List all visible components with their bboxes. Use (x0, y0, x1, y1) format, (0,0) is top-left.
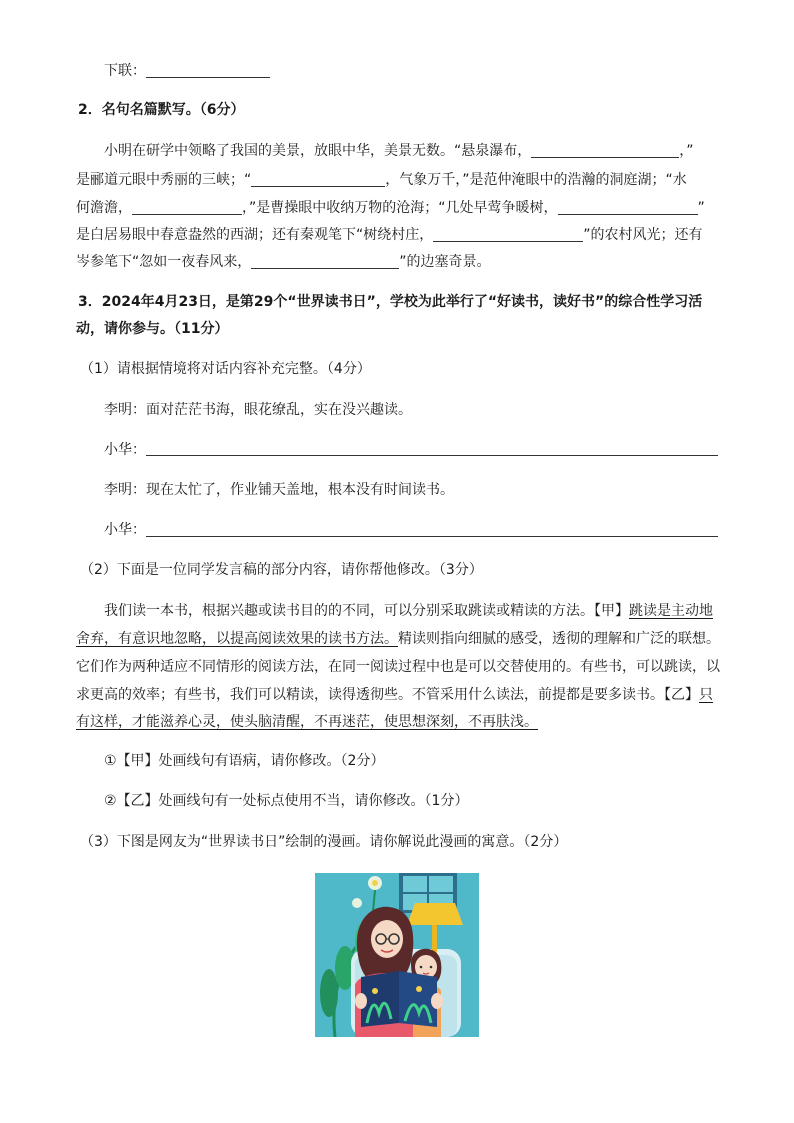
q2-line-4 (76, 227, 703, 242)
q2-text: 小明在研学中领略了我国的美景，放眼中华，美景无数。“悬泉瀑布， (104, 143, 532, 159)
q2-text: ，” (679, 143, 694, 159)
speech-line-5 (76, 715, 538, 729)
q2-text: ，”是曹操眼中收纳万物的沧海；“几处早莺争暖树， (242, 200, 558, 216)
question-3-heading-line-1: 3．2024年4月23日，是第29个“世界读书日”，学校为此举行了“好读书，读好书”的综合性学习活 (78, 294, 703, 310)
speech-line-3: 它们作为两种适应不同情形的阅读方法，在同一阅读过程中也是可以交替使用的。有些书，可以跳读，以 (76, 659, 720, 675)
answer-line-xiaohua-2[interactable] (146, 536, 718, 537)
couplet-label: 下联： (104, 63, 146, 79)
task-jia: ①【甲】处画线句有语病，请你修改。（2分） (104, 753, 385, 769)
underlined-sentence-jia: 舍弃，有意识地忽略，以提高阅读效果的读书方法。 (76, 631, 398, 647)
speech-text: 我们读一本书，根据兴趣或读书目的的不同，可以分别采取跳读或精读的方法。【甲】 (104, 603, 629, 619)
sub-question-3-label: （3）下图是网友为“世界读书日”绘制的漫画。请你解说此漫画的寓意。（2分） (80, 834, 568, 850)
dialogue-liming-1: 李明：面对茫茫书海，眼花缭乱，实在没兴趣读。 (104, 402, 412, 418)
q2-line-5 (76, 254, 491, 269)
answer-blank[interactable] (146, 63, 270, 78)
underlined-sentence-yi: 有这样，才能滋养心灵，使头脑清醒，不再迷茫，使思想深刻，不再肤浅。 (76, 714, 538, 730)
answer-blank[interactable] (251, 172, 385, 187)
answer-blank[interactable] (251, 254, 399, 269)
q2-line-1 (104, 143, 694, 158)
q2-text: 是白居易眼中春意盎然的西湖；还有秦观笔下“树绕村庄， (76, 227, 434, 243)
dialogue-xiaohua-2-label: 小华： (104, 522, 146, 538)
q2-text: 岑参笔下“忽如一夜春风来， (76, 254, 252, 270)
q2-line-2 (76, 172, 687, 187)
dialogue-liming-2: 李明：现在太忙了，作业铺天盖地，根本没有时间读书。 (104, 482, 454, 498)
sub-question-2-label: （2）下面是一位同学发言稿的部分内容，请你帮他修改。（3分） (80, 562, 483, 578)
q2-text: 是郦道元眼中秀丽的三峡；“ (76, 172, 252, 188)
q2-text: ”的农村风光；还有 (583, 227, 703, 243)
q2-text: ，气象万千，”是范仲淹眼中的浩瀚的洞庭湖；“水 (385, 172, 687, 188)
answer-blank[interactable] (558, 200, 698, 215)
answer-blank[interactable] (433, 227, 583, 242)
task-yi: ②【乙】处画线句有一处标点使用不当，请你修改。（1分） (104, 793, 469, 809)
underlined-sentence-jia: 跳读是主动地 (629, 603, 713, 619)
speech-text: 精读则指向细腻的感受，透彻的理解和广泛的联想。 (398, 631, 720, 647)
q2-line-3 (76, 200, 705, 215)
question-3-heading-line-2: 动，请你参与。（11分） (76, 321, 229, 337)
speech-line-4 (76, 688, 713, 702)
answer-blank[interactable] (531, 143, 679, 158)
reading-comic-illustration (315, 873, 479, 1037)
speech-line-2 (76, 632, 720, 646)
underlined-sentence-yi: 只 (699, 687, 713, 703)
dialogue-xiaohua-1-label: 小华： (104, 442, 146, 458)
q2-text: ”的边塞奇景。 (399, 254, 491, 270)
question-2-heading: 2．名句名篇默写。（6分） (78, 102, 245, 118)
answer-blank[interactable] (132, 200, 242, 215)
couplet-line (104, 63, 270, 78)
answer-line-xiaohua-1[interactable] (146, 455, 718, 456)
speech-line-1 (104, 604, 713, 618)
q2-text: ” (697, 200, 705, 216)
q2-text: 何澹澹， (76, 200, 132, 216)
speech-text: 求更高的效率；有些书，我们可以精读，读得透彻些。不管采用什么读法，前提都是要多读书。【乙】 (76, 687, 699, 703)
sub-question-1-label: （1）请根据情境将对话内容补充完整。（4分） (80, 361, 371, 377)
